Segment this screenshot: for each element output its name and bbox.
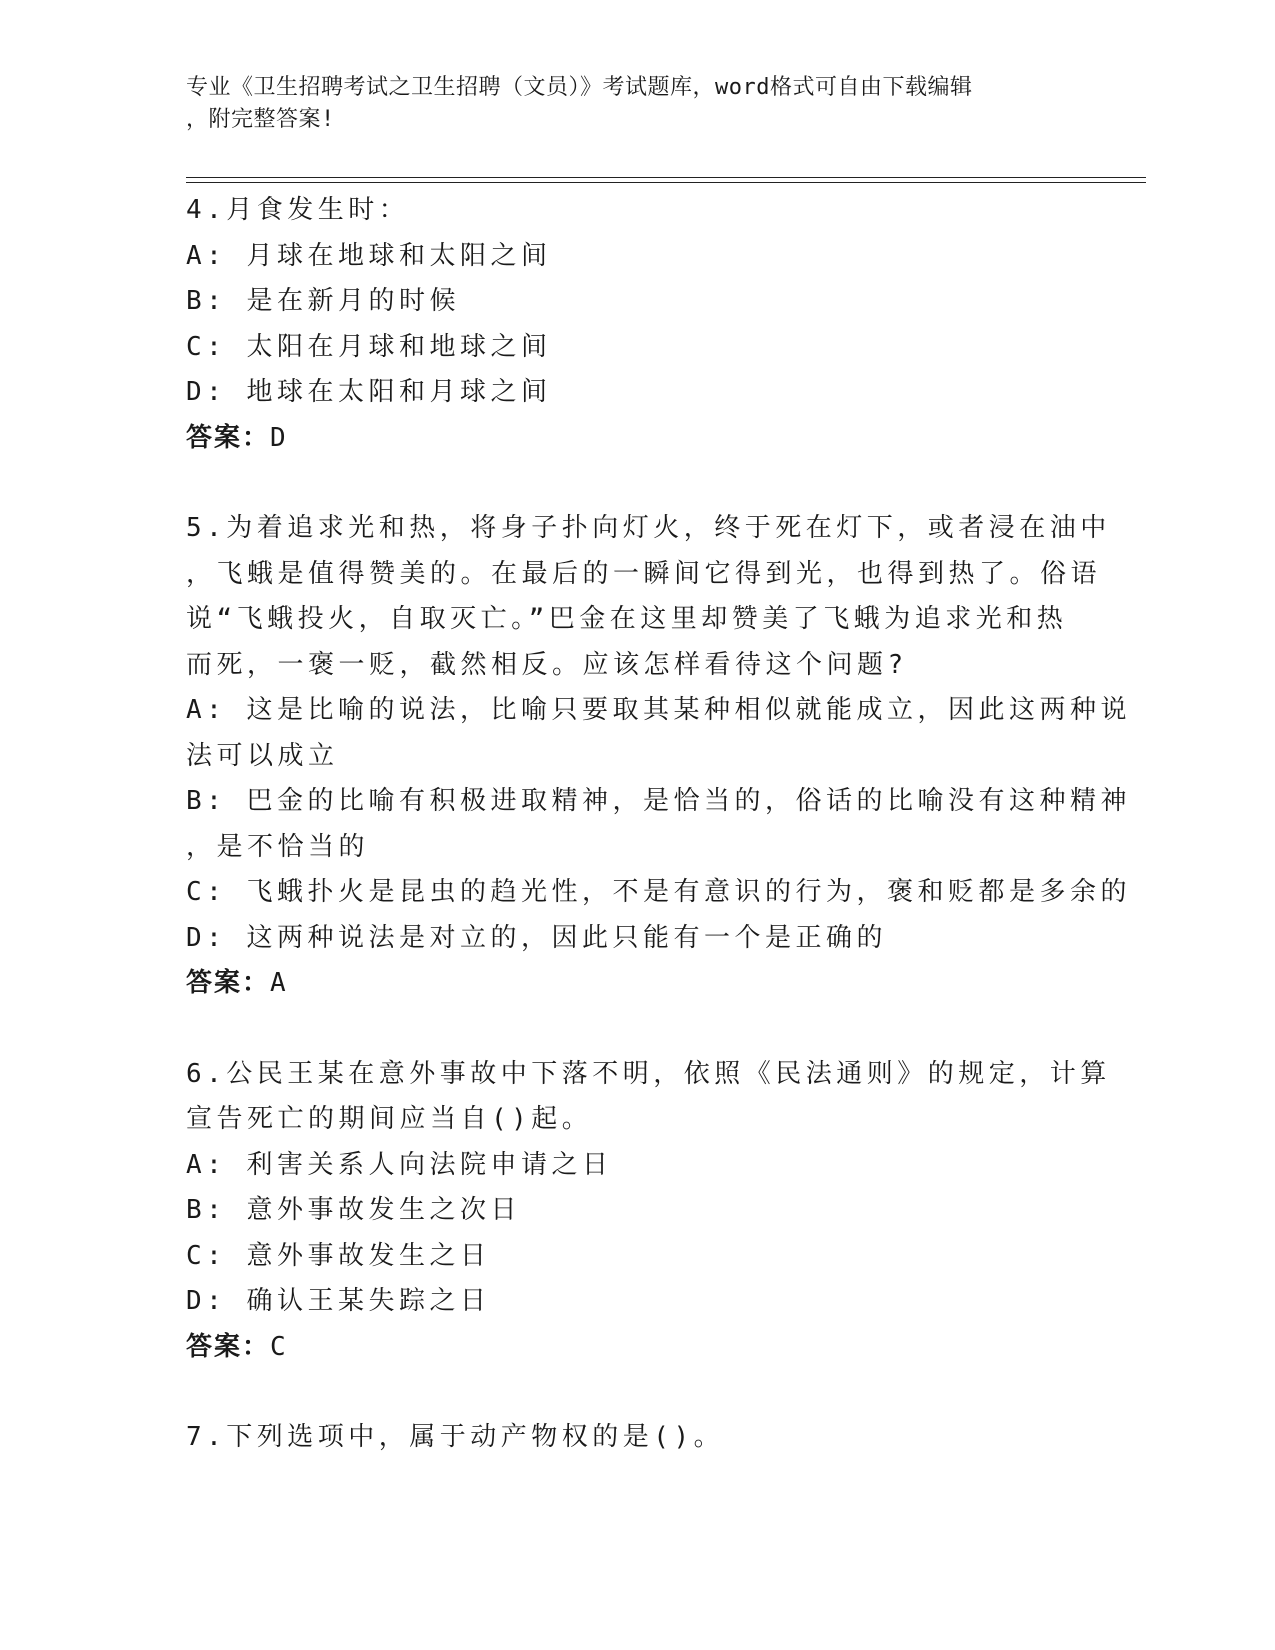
question-spacer [186,461,1086,506]
question-stem-line: 而死，一褒一贬，截然相反。应该怎样看待这个问题? [186,649,908,680]
option-line: B: 是在新月的时候 [186,286,460,316]
option-line: 法可以成立 [186,740,339,771]
option-line: ，是不恰当的 [186,831,370,862]
answer-label: 答案： [186,1331,271,1362]
question-spacer [186,1007,1086,1052]
question-stem-line: 说“飞蛾投火，自取灭亡。”巴金在这里却赞美了飞蛾为追求光和热 [186,604,1068,634]
option-line: C: 意外事故发生之日 [186,1240,491,1271]
option-line: C: 飞蛾扑火是昆虫的趋光性，不是有意识的行为，褒和贬都是多余的 [186,877,1131,907]
answer-value: D [270,422,288,453]
answer-label: 答案： [186,968,271,998]
answer-line [186,1325,1086,1371]
question-spacer [186,1370,1086,1415]
question-stem-line: 6.公民王某在意外事故中下落不明，依照《民法通则》的规定，计算 [186,1058,1111,1089]
document-header [186,72,1066,136]
question-block [186,506,1131,1007]
question-stem-line: 宣告死亡的期间应当自()起。 [186,1104,593,1134]
answer-value: C [270,1331,288,1362]
question-stem-line: 4.月食发生时： [186,195,410,225]
answer-line [186,961,1086,1007]
header-line-1: 专业《卫生招聘考试之卫生招聘（文员）》考试题库，word格式可自由下载编辑 [186,75,973,100]
question-block [186,1052,1111,1371]
question-block [186,1415,1086,1461]
option-line: B: 意外事故发生之次日 [186,1195,521,1225]
question-stem-line: 7.下列选项中，属于动产物权的是()。 [186,1422,725,1452]
header-divider-bottom [186,182,1146,183]
header-line-2: ，附完整答案! [186,107,335,132]
option-line: D: 确认王某失踪之日 [186,1286,491,1316]
answer-label: 答案： [186,422,271,453]
answer-value: A [270,968,288,998]
question-block [186,188,1086,461]
option-line: D: 地球在太阳和月球之间 [186,377,552,407]
option-line: A: 这是比喻的说法，比喻只要取其某种相似就能成立，因此这两种说 [186,695,1131,725]
option-line: C: 太阳在月球和地球之间 [186,331,552,362]
option-line: D: 这两种说法是对立的，因此只能有一个是正确的 [186,922,887,953]
question-stem-line: ，飞蛾是值得赞美的。在最后的一瞬间它得到光，也得到热了。俗语 [186,558,1102,589]
header-divider-top [186,177,1146,178]
option-line: A: 月球在地球和太阳之间 [186,240,552,271]
option-line: B: 巴金的比喻有积极进取精神，是恰当的，俗话的比喻没有这种精神 [186,786,1131,816]
question-stem-line: 5.为着追求光和热，将身子扑向灯火，终于死在灯下，或者浸在油中 [186,513,1111,543]
question-list [186,188,1131,1461]
answer-line [186,416,1086,462]
option-line: A: 利害关系人向法院申请之日 [186,1149,613,1180]
